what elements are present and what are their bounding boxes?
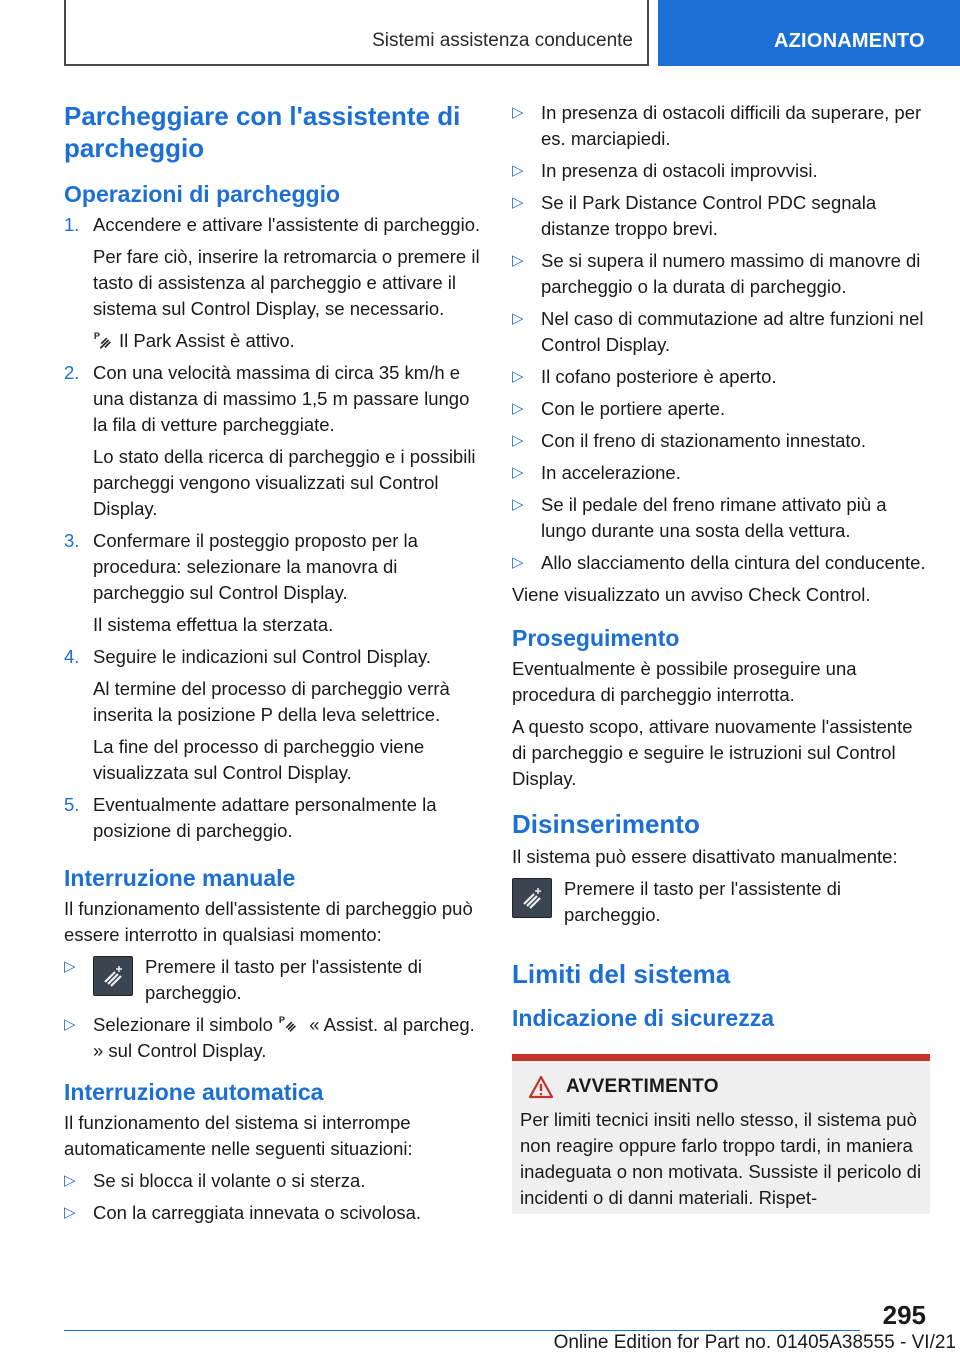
safety-heading: Indicazione di sicurezza: [512, 1005, 775, 1031]
manual-bullet-2-pre: Selezionare il simbolo: [93, 1014, 273, 1035]
list-item-text: In accelerazione.: [541, 462, 681, 483]
bullet-marker: ▷: [512, 368, 524, 385]
step-4: [64, 644, 482, 676]
continue-heading: Proseguimento: [512, 625, 680, 651]
limits-heading: Limiti del sistema: [512, 959, 731, 989]
step-1-status: [64, 328, 482, 354]
bullet-marker: ▷: [512, 554, 524, 571]
manual-bullet-1: [64, 954, 482, 1006]
list-item: [512, 158, 930, 184]
continue-text-2: A questo scopo, attivare nuovamente l'assistente di parcheggio e seguire le istruzioni sul Control Display.: [512, 716, 913, 789]
step-1-status-text: Il Park Assist è attivo.: [119, 330, 295, 351]
list-item: [512, 364, 930, 390]
bullet-marker: ▷: [64, 1204, 76, 1221]
step-4-detail: Al termine del processo di parcheggio verrà inserita la posizione P della leva selettrice.: [93, 678, 450, 725]
continue-text-1: Eventualmente è possibile proseguire una procedura di parcheggio interrotta.: [512, 658, 857, 705]
list-item-text: Se il Park Distance Control PDC segnala distanze troppo brevi.: [541, 192, 877, 239]
list-item: [512, 190, 930, 242]
list-item-text: Nel caso di commutazione ad altre funzioni nel Control Display.: [541, 308, 924, 355]
page-title: Parcheggiare con l'assistente di parcheggio: [64, 101, 461, 163]
list-item-text: Se il pedale del freno rimane attivato più a lungo durante una sosta della vettura.: [541, 494, 887, 541]
svg-text:P: P: [279, 1015, 286, 1026]
svg-text:P: P: [93, 331, 101, 342]
list-item: [512, 428, 930, 454]
list-item-text: In presenza di ostacoli difficili da superare, per es. marciapiedi.: [541, 102, 922, 149]
manual-bullet-2-post: « Assist. al parcheg. » sul Control Display.: [93, 1014, 475, 1061]
warning-box: [512, 1054, 930, 1214]
bullet-marker: ▷: [512, 496, 524, 513]
step-text: Con una velocità massima di circa 35 km/h e una distanza di massimo 1,5 m passare lungo la fila di vetture parcheggiate.: [93, 362, 470, 435]
bullet-marker: ▷: [512, 400, 524, 417]
list-item-text: Il cofano posteriore è aperto.: [541, 366, 777, 387]
check-control-text: Viene visualizzato un avviso Check Control.: [512, 584, 871, 605]
step-text: Accendere e attivare l'assistente di parcheggio.: [93, 214, 481, 235]
step-text: Seguire le indicazioni sul Control Display.: [93, 646, 431, 667]
step-1: [64, 212, 482, 244]
footer-edition: Online Edition for Part no. 01405A38555 - VI/21: [553, 1332, 956, 1353]
step-4-detail-2: La fine del processo di parcheggio viene visualizzata sul Control Display.: [93, 736, 425, 783]
manual-bullet-1-text: Premere il tasto per l'assistente di parcheggio.: [145, 956, 423, 1003]
disable-heading: Disinserimento: [512, 809, 700, 839]
list-item-text: Se si supera il numero massimo di manovre di parcheggio o la durata di parcheggio.: [541, 250, 921, 297]
right-bullet-list: [512, 100, 930, 576]
manual-bullet-2: [64, 1012, 482, 1064]
header-section: [64, 0, 649, 66]
park-assist-icon: [93, 329, 115, 351]
step-3: [64, 528, 482, 612]
bullet-marker: ▷: [512, 194, 524, 211]
bullet-marker: ▷: [64, 1172, 76, 1189]
bullet-marker: ▷: [512, 162, 524, 179]
step-number: 3.: [64, 530, 80, 551]
page-number: 295: [882, 1300, 926, 1330]
step-2-detail: Lo stato della ricerca di parcheggio e i possibili parcheggi vengono visualizzati sul Control Display.: [93, 446, 476, 519]
bullet-marker: ▷: [64, 958, 76, 975]
park-assist-button-icon: [93, 956, 133, 996]
auto-bullet-1: [64, 1168, 482, 1194]
disable-text: Il sistema può essere disattivato manualmente:: [512, 846, 898, 867]
list-item-text: In presenza di ostacoli improvvisi.: [541, 160, 818, 181]
warning-triangle-icon: [528, 1075, 554, 1099]
bullet-marker: ▷: [512, 310, 524, 327]
auto-bullet-1-text: Se si blocca il volante o si sterza.: [93, 1170, 366, 1191]
park-assist-icon: [278, 1013, 300, 1035]
step-number: 1.: [64, 214, 80, 235]
list-item-text: Con le portiere aperte.: [541, 398, 726, 419]
step-3-detail: Il sistema effettua la sterzata.: [93, 614, 334, 635]
manual-heading: Interruzione manuale: [64, 865, 296, 891]
list-item: [512, 306, 930, 358]
warning-title: [520, 1075, 922, 1099]
park-assist-button-icon: [512, 878, 552, 918]
list-item: [512, 396, 930, 422]
list-item-text: Allo slacciamento della cintura del conducente.: [541, 552, 926, 573]
list-item-text: Con il freno di stazionamento innestato.: [541, 430, 866, 451]
bullet-marker: ▷: [512, 432, 524, 449]
bullet-marker: ▷: [512, 252, 524, 269]
warning-title-text: AVVERTIMENTO: [566, 1076, 719, 1097]
auto-bullet-2-text: Con la carreggiata innevata o scivolosa.: [93, 1202, 422, 1223]
list-item: [512, 492, 930, 544]
step-number: 5.: [64, 794, 80, 815]
step-2: [64, 360, 482, 444]
header-chapter: [658, 0, 960, 66]
step-number: 2.: [64, 362, 80, 383]
step-5: [64, 792, 482, 850]
bullet-marker: ▷: [512, 104, 524, 121]
bullet-marker: ▷: [64, 1016, 76, 1033]
step-text: Eventualmente adattare personalmente la posizione di parcheggio.: [93, 794, 437, 841]
header-chapter-title: AZIONAMENTO: [774, 30, 925, 52]
list-item: [512, 100, 930, 152]
auto-text: Il funzionamento del sistema si interrompe automaticamente nelle seguenti situazioni:: [64, 1112, 413, 1159]
list-item: [512, 460, 930, 486]
manual-text: Il funzionamento dell'assistente di parcheggio può essere interrotto in qualsiasi momento:: [64, 898, 473, 945]
step-text: Confermare il posteggio proposto per la procedura: selezionare la manovra di parcheggio sul Control Display.: [93, 530, 418, 603]
warning-text: Per limiti tecnici insiti nello stesso, il sistema può non reagire oppure farlo troppo tardi, in maniera inadeguata o non motivata. Sussiste il pericolo di incidenti o di danni materiali. Rispet-: [520, 1109, 922, 1208]
bullet-marker: ▷: [512, 464, 524, 481]
auto-heading: Interruzione automatica: [64, 1079, 324, 1105]
disable-instruction: [512, 876, 930, 934]
footer-divider: [64, 1330, 860, 1331]
auto-bullet-2: [64, 1200, 482, 1226]
ops-heading: Operazioni di parcheggio: [64, 181, 341, 207]
header-section-title: Sistemi assistenza conducente: [372, 30, 633, 51]
list-item: [512, 248, 930, 300]
disable-instruction-text: Premere il tasto per l'assistente di parcheggio.: [564, 878, 842, 925]
step-number: 4.: [64, 646, 80, 667]
right-column: [512, 100, 930, 1214]
list-item: [512, 550, 930, 576]
left-column: [64, 100, 482, 1232]
step-1-detail: Per fare ciò, inserire la retromarcia o premere il tasto di assistenza al parcheggio e attivare il sistema sul Control Display, se necessario.: [93, 246, 480, 319]
